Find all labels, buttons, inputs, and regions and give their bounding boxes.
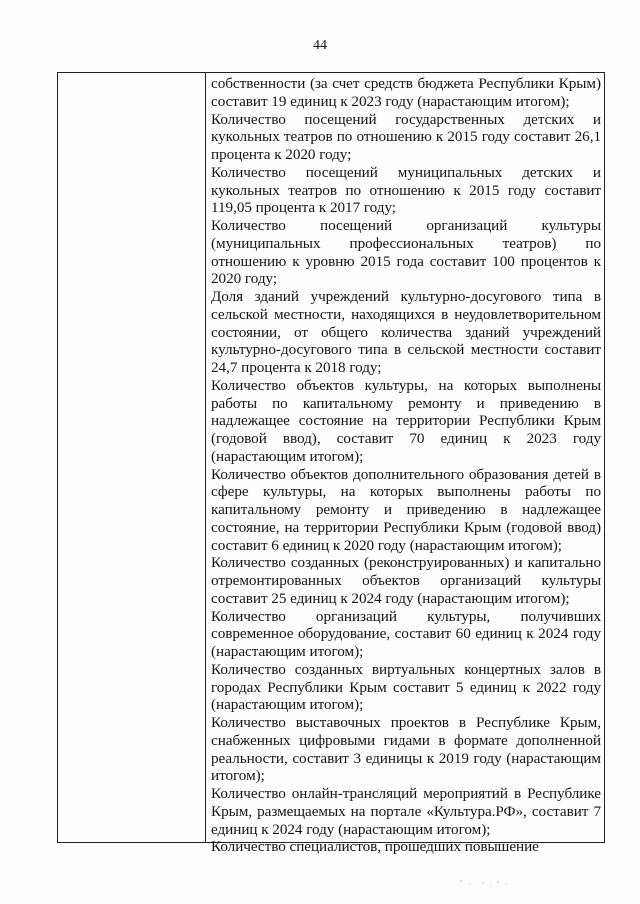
indicator-paragraph: Количество созданных виртуальных концертных залов в городах Республики Крым составит 5 единиц к 2022 году (нарастающим итогом); [211,660,601,714]
continuation-table [57,72,605,856]
indicator-paragraph: Количество организаций культуры, получивших современное оборудование, составит 60 единиц к 2024 году (нарастающим итогом); [211,607,601,660]
indicator-paragraph: Доля зданий учреждений культурно-досугового типа в сельской местности, находящихся в неудовлетворительном состоянии, от общего количества зданий учреждений культурно-досугового типа в сельской местности составит 24,7 процента к 2018 году; [211,288,601,376]
indicator-paragraph: собственности (за счет средств бюджета Республики Крым) составит 19 единиц к 2023 году (нарастающим итогом); [211,75,601,110]
indicator-paragraph: Количество онлайн-трансляций мероприятий в Республике Крым, размещаемых на портале «Культура.РФ», составит 7 единиц к 2024 году (нарастающим итогом); [211,785,601,838]
indicator-paragraph: Количество созданных (реконструированных) и капитально отремонтированных объектов организаций культуры составит 25 единиц к 2024 году (нарастающим итогом); [211,554,601,607]
indicator-paragraph: Количество выставочных проектов в Республике Крым, снабженных цифровыми гидами в формате дополненной реальности, составит 3 единицы к 2019 году (нарастающим итогом); [211,714,601,785]
indicator-paragraph: Количество посещений организаций культуры (муниципальных профессиональных театров) по отношению к уровню 2015 года составит 100 процентов к 2020 году; [211,217,601,288]
left-column-empty-cell [58,73,206,843]
indicator-paragraph: Количество специалистов, прошедших повышение [211,838,539,856]
indicator-text-block [206,73,604,856]
page-number: 44 [313,38,327,53]
indicator-paragraph: Количество посещений государственных детских и кукольных театров по отношению к 2015 году составит 26,1 процента к 2020 году; [211,110,601,163]
table-row [58,73,605,843]
scan-artifact-dots [455,876,515,890]
indicator-paragraph: Количество посещений муниципальных детских и кукольных театров по отношению к 2015 году составит 119,05 процента к 2017 году; [211,163,601,217]
right-column-text-cell [206,73,605,856]
indicator-paragraph: Количество объектов культуры, на которых выполнены работы по капитальному ремонту и приведению в надлежащее состояние на территории Республики Крым (годовой ввод), составит 70 единиц к 2023 году (нарастающим итогом); [211,376,601,465]
indicator-paragraph: Количество объектов дополнительного образования детей в сфере культуры, на которых выполнены работы по капитальному ремонту и приведению в надлежащее состояние, на территории Республики Крым (годовой ввод) составит 6 единиц к 2020 году (нарастающим итогом); [211,465,601,554]
